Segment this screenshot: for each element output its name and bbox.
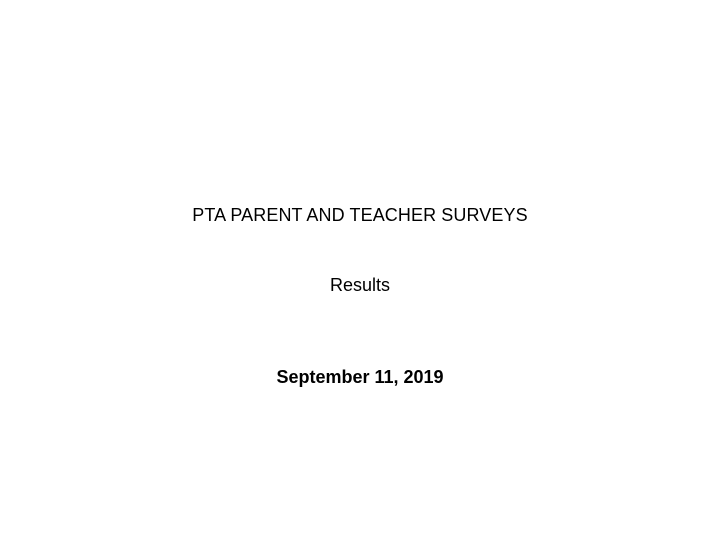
slide-title: PTA PARENT AND TEACHER SURVEYS [192,205,528,225]
slide-subtitle: Results [329,275,391,295]
slide-date: September 11, 2019 [276,367,444,387]
